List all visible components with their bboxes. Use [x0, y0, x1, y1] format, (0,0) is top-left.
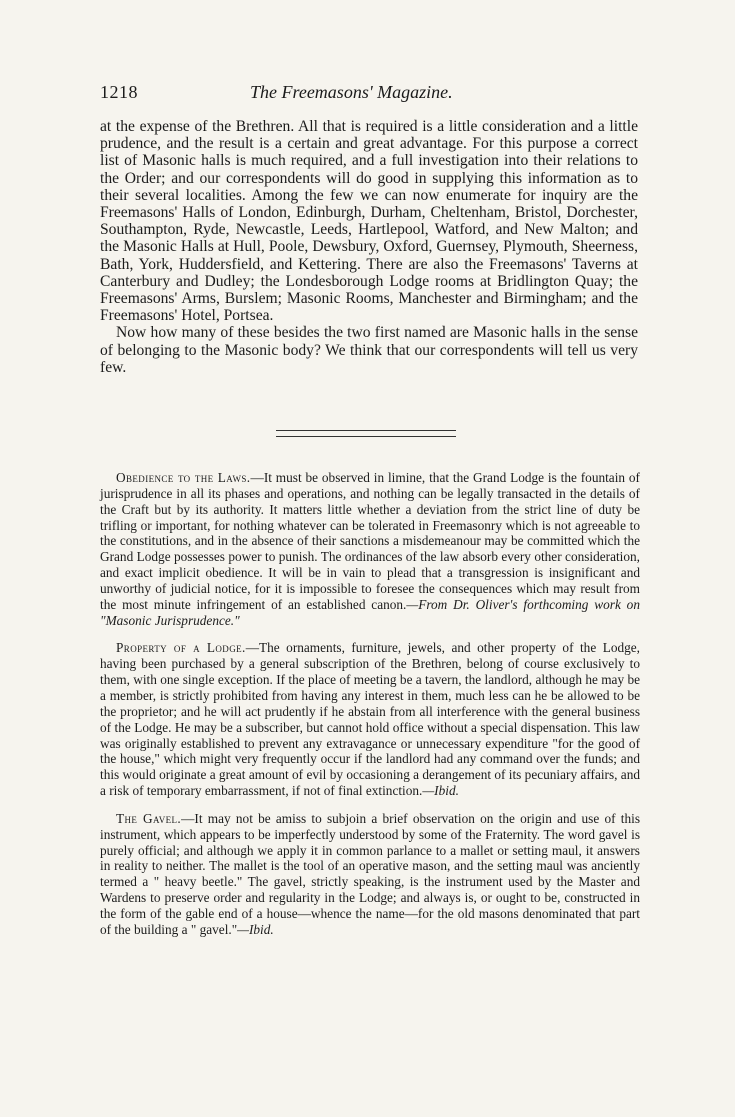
page-number: 1218	[100, 82, 138, 102]
page-header	[100, 82, 640, 106]
note-text: —It must be observed in limine, that the Grand Lodge is the fountain of jurisprudence in all its phases and operations, and nothing can be legally transacted in the details of the Craft but by its authority. It matters little whether a deviation from the strict line of duty be trifling or important, for nothing whatever can be tolerated in Freemasonry which is not agreeable to the constitutions, and in the absence of their sanctions a misdemeanour may be committed which the Grand Lodge possesses power to punish. The ordinances of the law absorb every other consideration, and exact implicit obedience. It will be in vain to plead that a transgression is insignificant and unworthy of judicial notice, for it is impossible to foresee the consequences which may result from the most minute infringement of an established canon.	[100, 470, 640, 612]
note-credit: —Ibid.	[237, 921, 274, 937]
note-credit: —From Dr. Oliver's forthcoming work on "Masonic Jurisprudence."	[100, 596, 640, 628]
section-divider	[276, 430, 456, 437]
note-text: —The ornaments, furniture, jewels, and other property of the Lodge, having been purchased by a general subscription of the Brethren, belong of course exclusively to them, with one single exception. If the place of meeting be a tavern, the landlord, although he may be a member, is strictly prohibited from having any interest in them, much less can he be allowed to be the proprietor; and he will act prudently if he abstain from all interference with the general business of the Lodge. He may be a subscriber, but cannot hold office without a special dispensation. This law was originally established to prevent any extravagance or unnecessary expenditure "for the good of the house," which might very frequently occur if the landlord had any command over the funds; and this would originate a great amount of evil by occasioning a derangement of its pecuniary affairs, and a risk of temporary embarrassment, if not of final extinction.	[100, 640, 640, 799]
article-continuation	[100, 118, 638, 376]
note-text: —It may not be amiss to subjoin a brief observation on the origin and use of this instrument, which appears to be imperfectly understood by some of the Fraternity. The word gavel is purely official; and although we apply it in common parlance to a mallet or setting maul, it answers in reality to neither. The mallet is the tool of an operative mason, and the setting maul was anciently termed a " heavy beetle." The gavel, strictly speaking, is the instrument used by the Master and Wardens to preserve order and regularity in the Lodge; and always is, or ought to be, constructed in the form of the gable end of a house—whence the name—for the old masons denominated that part of the building a " gavel."	[100, 810, 640, 937]
note-heading: Property of a Lodge.	[116, 640, 246, 656]
note-heading: Obedience to the Laws.	[116, 470, 251, 485]
running-title: The Freemasons' Magazine.	[250, 82, 453, 102]
note-the-gavel	[100, 811, 640, 938]
notes-section	[100, 470, 640, 950]
article-paragraph-1: at the expense of the Brethren. All that is required is a little consideration and a little prudence, and the result is a certain and great advantage. For this purpose a correct list of Masonic halls is much required, and a full investigation into their relations to the Order; and our correspondents will do good in supplying this information as to their several localities. Among the few we can now enumerate for inquiry are the Freemasons' Halls of London, Edinburgh, Durham, Cheltenham, Bristol, Dorchester, Southampton, Ryde, Newcastle, Leeds, Hartlepool, Watford, and New Malton; and the Masonic Halls at Hull, Poole, Dewsbury, Oxford, Guernsey, Plymouth, Sheerness, Bath, York, Huddersfield, and Kettering. There are also the Freemasons' Taverns at Canterbury and Dudley; the Londesborough Lodge rooms at Bridlington Quay; the Freemasons' Arms, Burslem; Masonic Rooms, Manchester and Birmingham; and the Freemasons' Hotel, Portsea.	[100, 118, 638, 325]
note-credit: —Ibid.	[422, 783, 459, 799]
article-paragraph-2: Now how many of these besides the two first named are Masonic halls in the sense of belonging to the Masonic body? We think that our correspondents will tell us very few.	[100, 324, 638, 376]
note-obedience-to-the-laws	[100, 470, 640, 628]
note-heading: The Gavel.	[116, 810, 182, 826]
note-property-of-a-lodge	[100, 640, 640, 798]
